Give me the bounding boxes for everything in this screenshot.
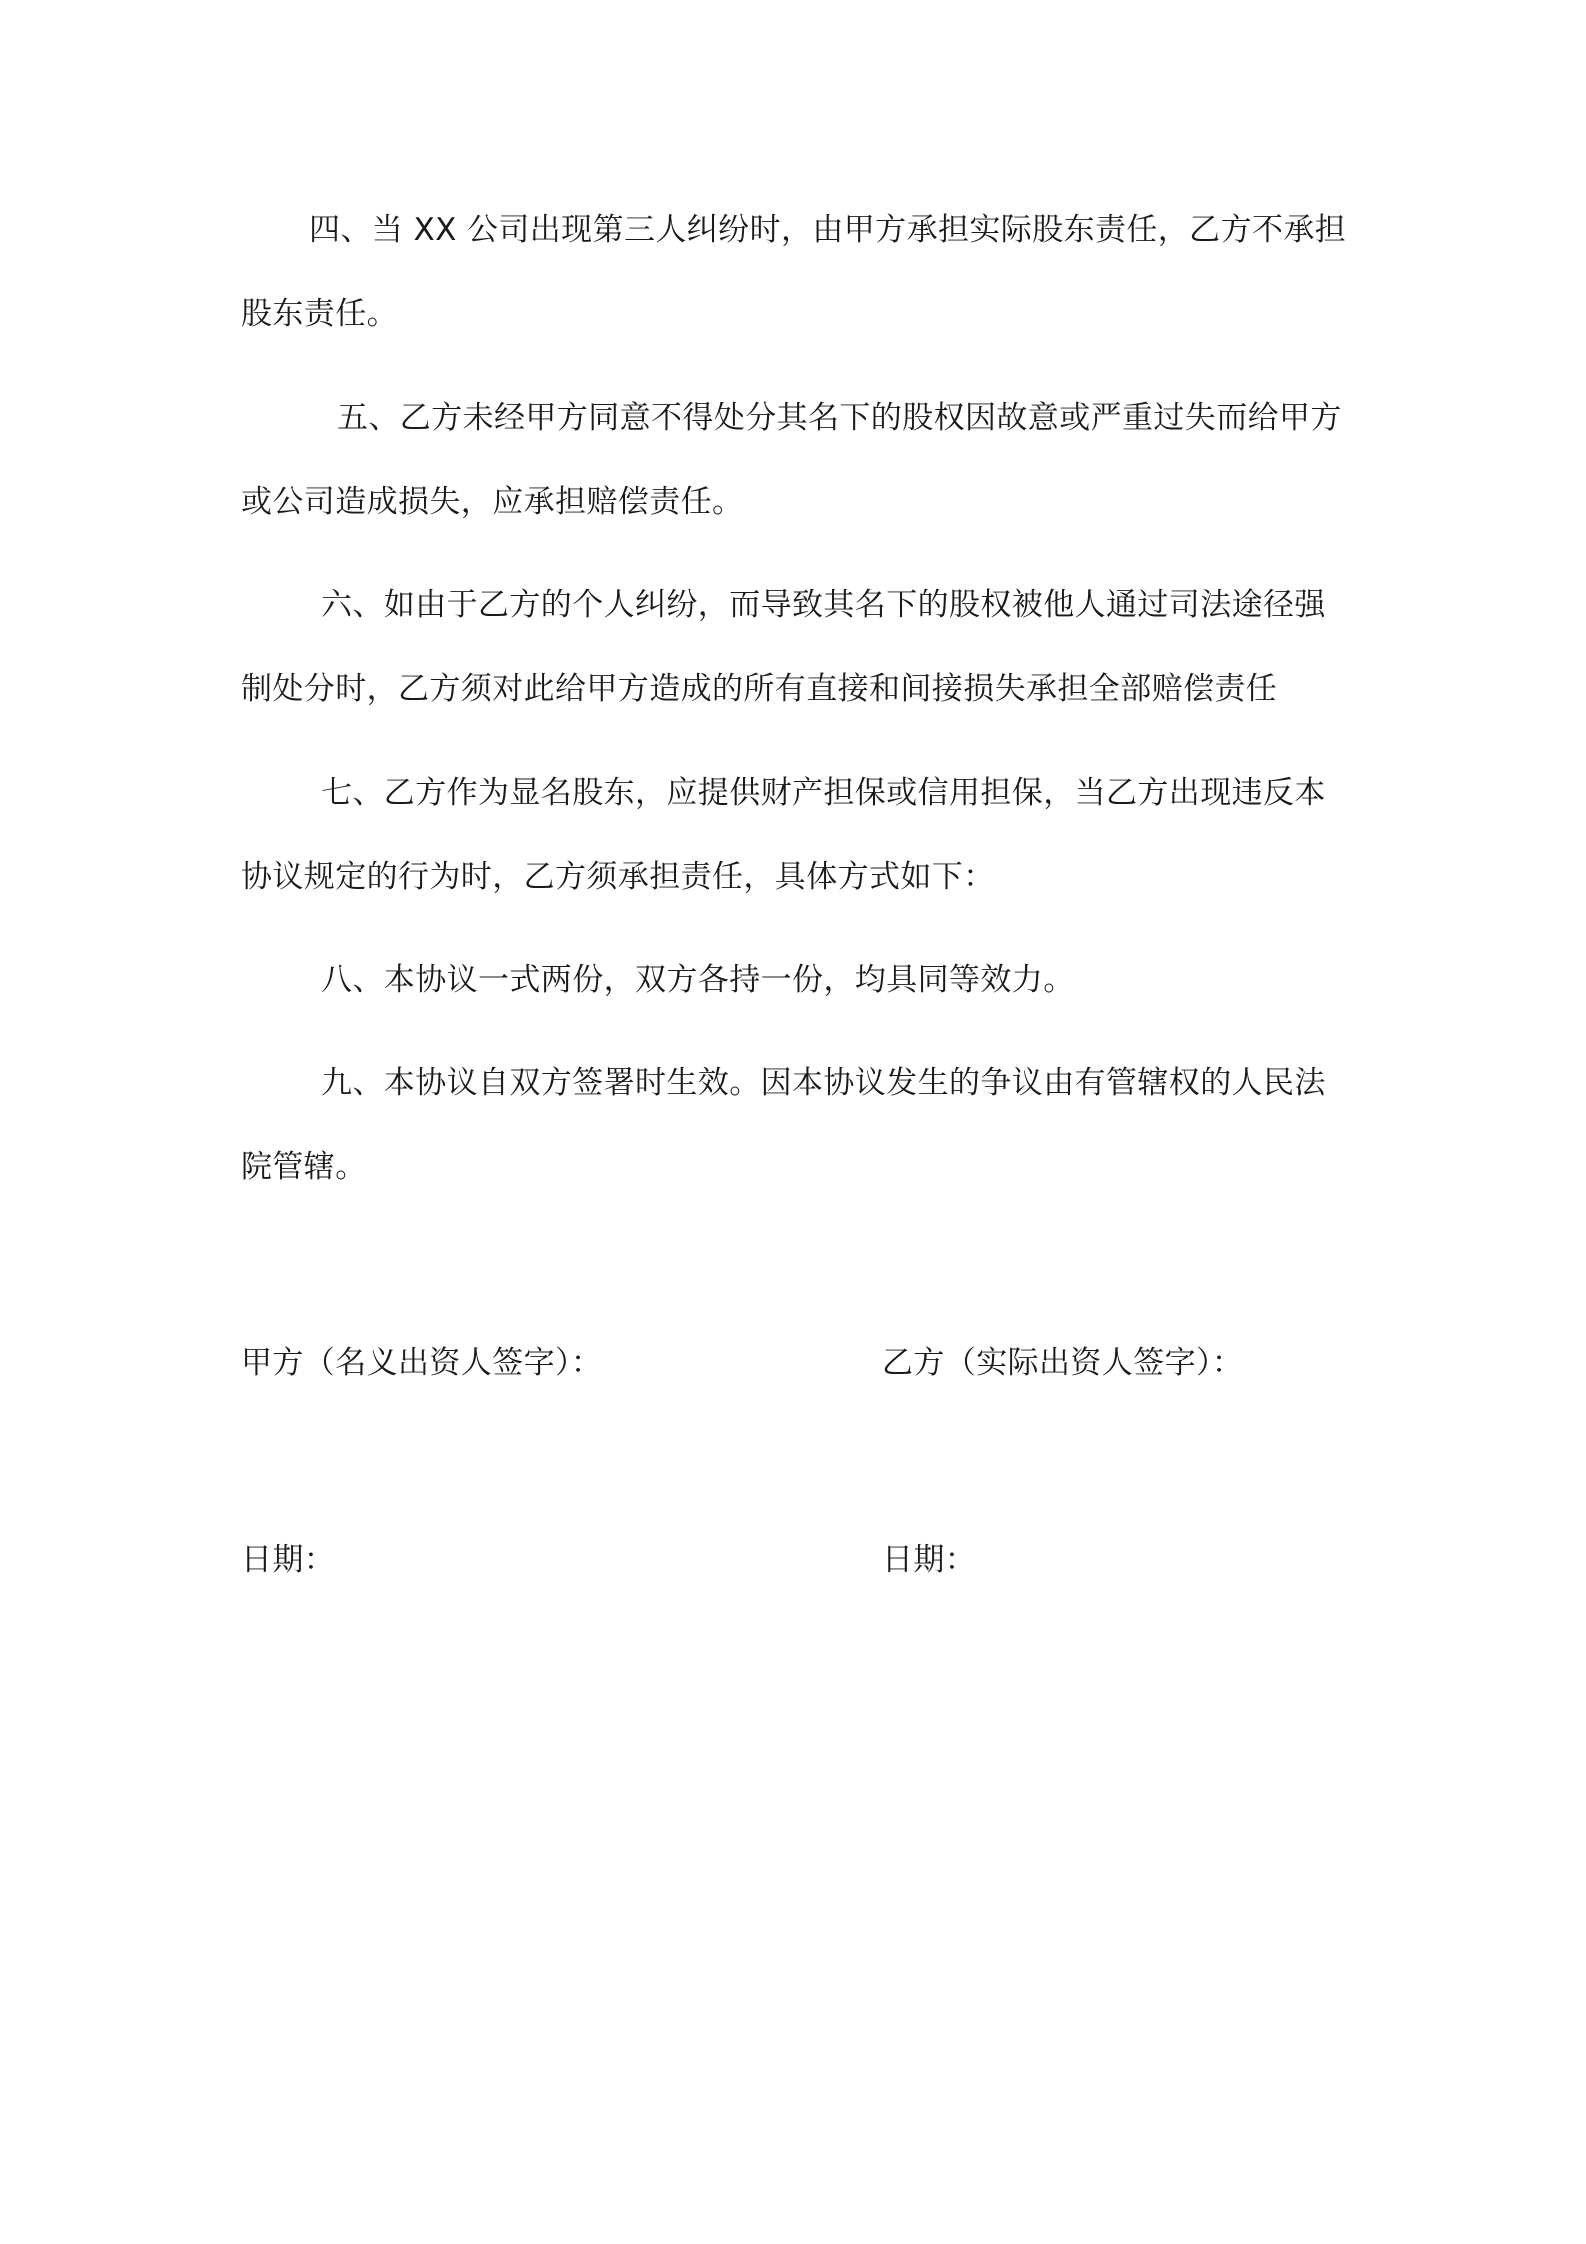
- clause-6-line-1: 六、如由于乙方的个人纠纷，而导致其名下的股权被他人通过司法途径强: [321, 587, 1326, 623]
- clause-7: [241, 751, 1353, 919]
- clause-8: [241, 938, 1353, 1022]
- clause-7-line-1: 七、乙方作为显名股东，应提供财产担保或信用担保，当乙方出现违反本: [321, 775, 1326, 811]
- clause-5: [241, 376, 1353, 544]
- clause-4: [241, 188, 1353, 356]
- party-b-date-label: 日期：: [882, 1542, 977, 1578]
- party-b-signature-label: 乙方（实际出资人签字）：: [882, 1345, 1244, 1381]
- party-a-signature-label: 甲方（名义出资人签字）：: [241, 1345, 603, 1381]
- clause-8-line-1: 八、本协议一式两份，双方各持一份，均具同等效力。: [321, 962, 1075, 998]
- clause-4-line-1: 四、当 XX 公司出现第三人纠纷时，由甲方承担实际股东责任，乙方不承担: [309, 212, 1347, 248]
- clause-5-line-1: 五、乙方未经甲方同意不得处分其名下的股权因故意或严重过失而给甲方: [337, 400, 1342, 436]
- clause-9-line-1: 九、本协议自双方签署时生效。因本协议发生的争议由有管辖权的人民法: [321, 1065, 1326, 1101]
- clause-6-line-2: 制处分时，乙方须对此给甲方造成的所有直接和间接损失承担全部赔偿责任: [241, 671, 1278, 707]
- clause-6: [241, 563, 1353, 731]
- clause-7-line-2: 协议规定的行为时，乙方须承担责任，具体方式如下：: [241, 859, 995, 895]
- party-a-date-label: 日期：: [241, 1542, 336, 1578]
- clause-5-line-2: 或公司造成损失，应承担赔偿责任。: [241, 484, 744, 520]
- clause-4-line-2: 股东责任。: [241, 296, 398, 332]
- clause-9-line-2: 院管辖。: [241, 1149, 367, 1185]
- clause-9: [241, 1041, 1353, 1209]
